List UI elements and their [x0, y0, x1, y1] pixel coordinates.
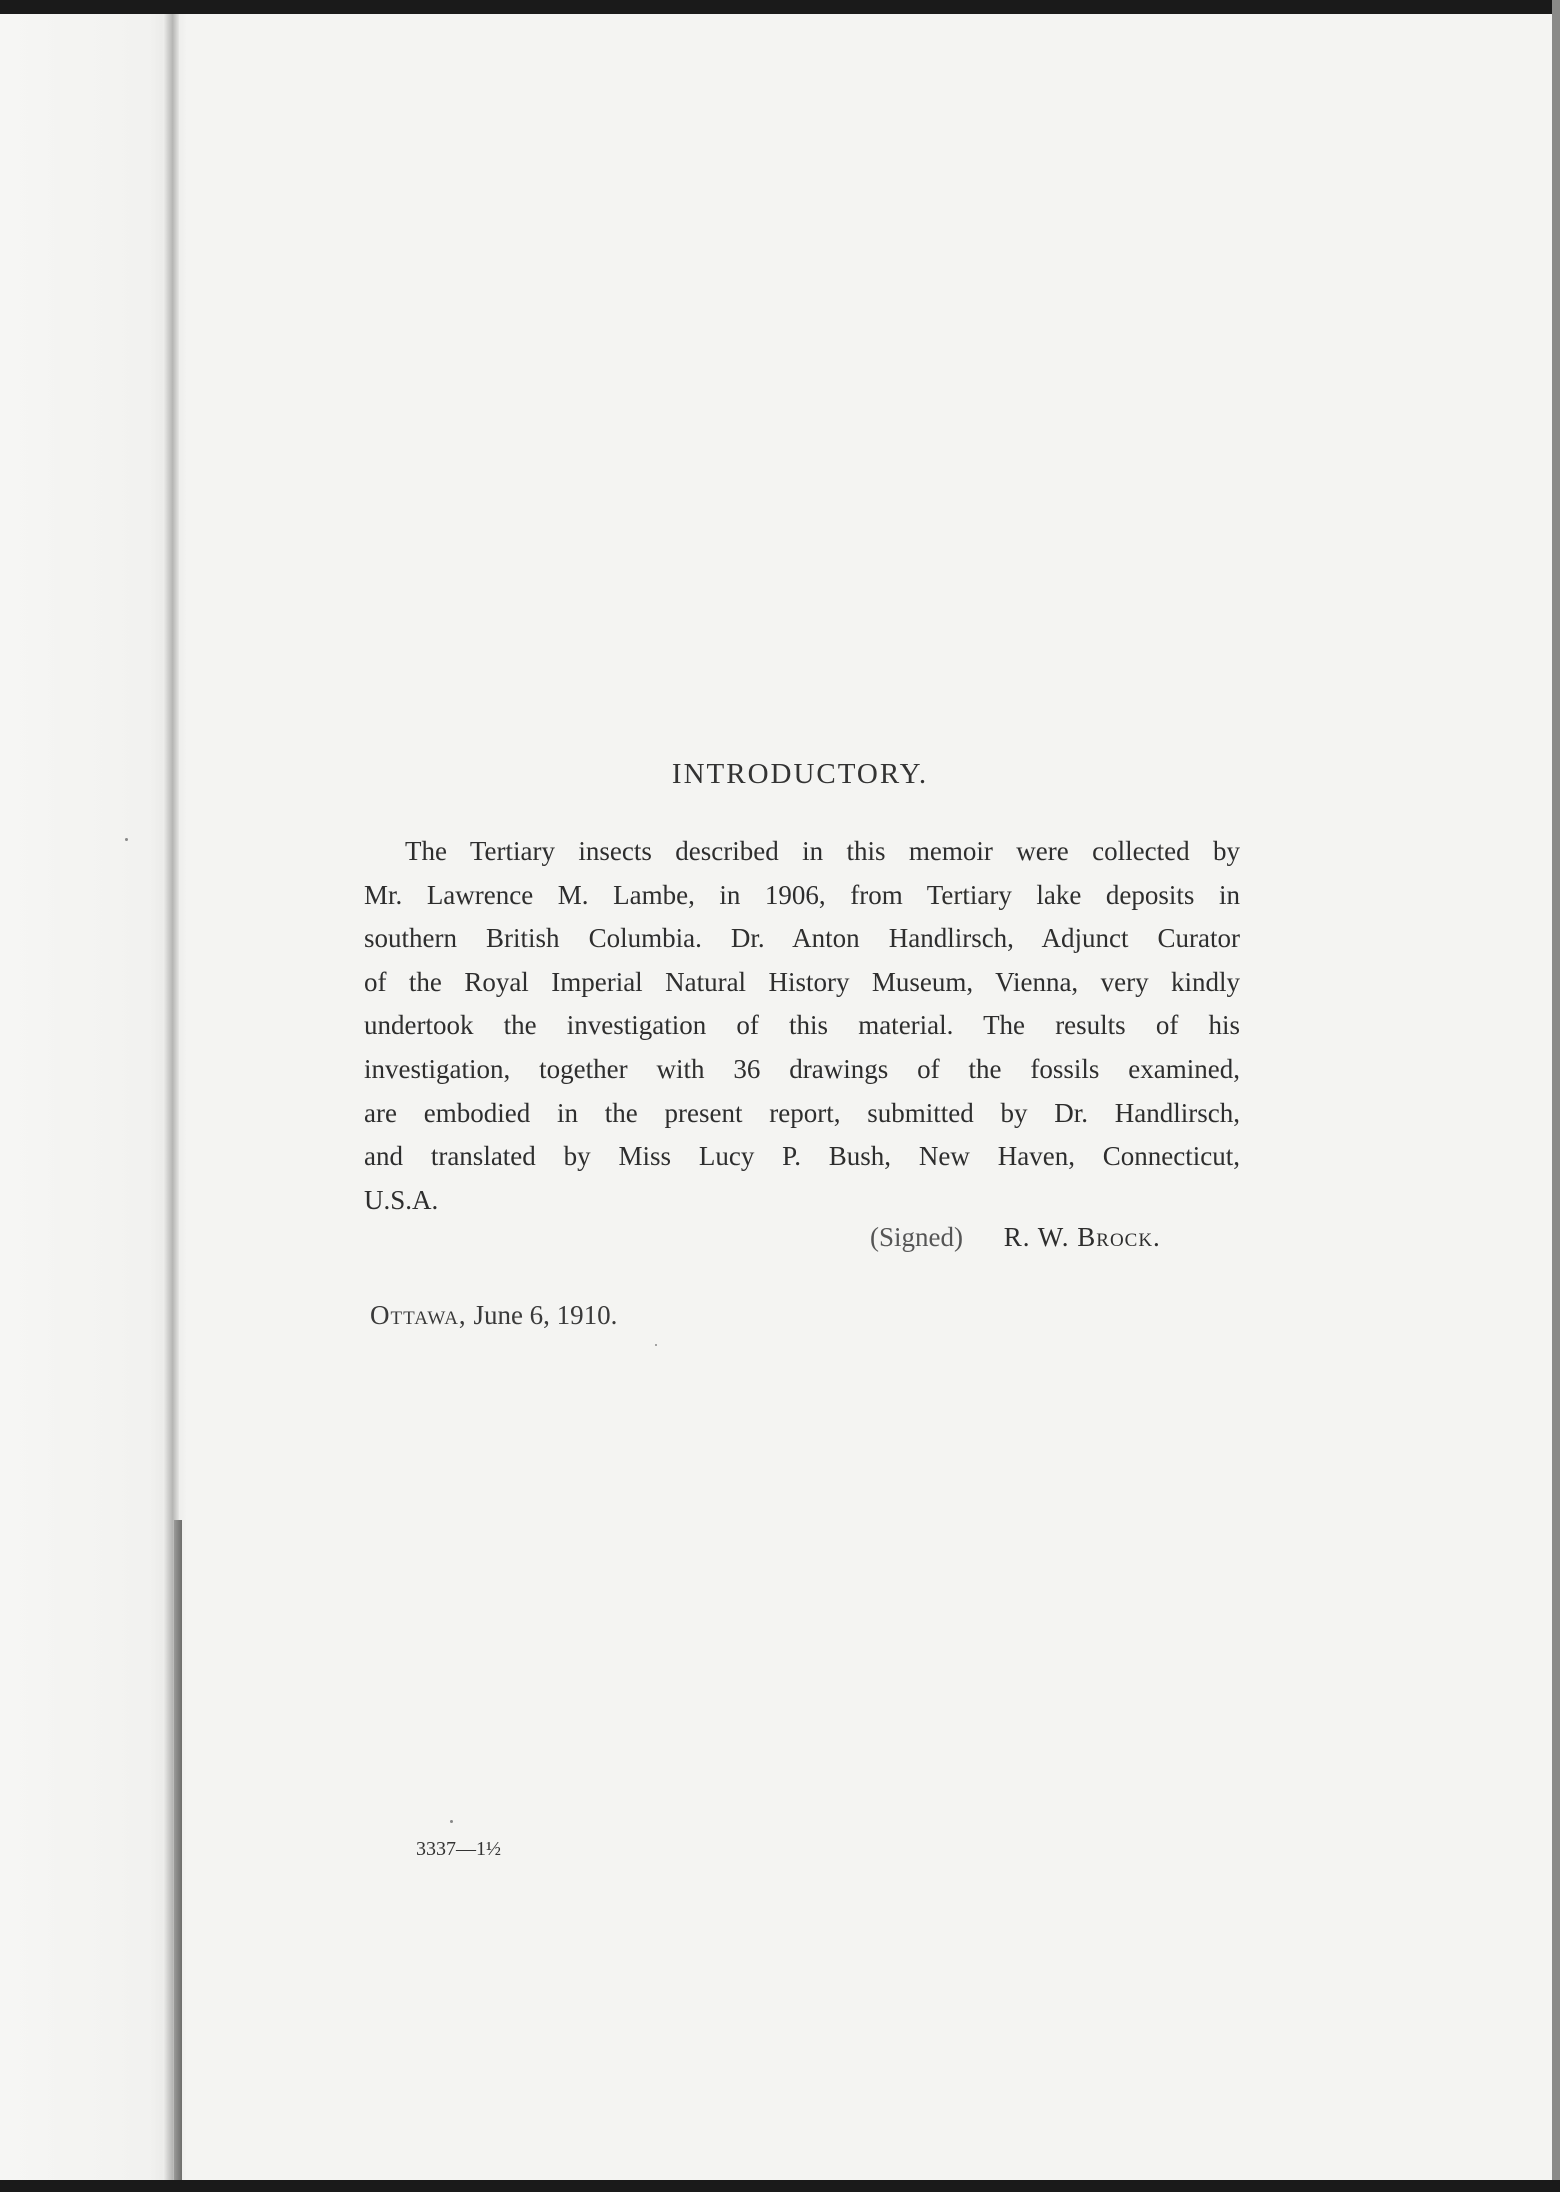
scan-speck [125, 838, 128, 841]
scan-speck [450, 1820, 453, 1823]
paragraph-line: U.S.A. [364, 1184, 439, 1215]
signatory-name: R. W. Brock. [1003, 1222, 1161, 1252]
paragraph-line: investigation, together with 36 drawings of the fossils examined, [364, 1053, 1240, 1084]
printer-signature-mark: 3337—1½ [416, 1838, 501, 1860]
paragraph-line: The Tertiary insects described in this memoir were collected by [405, 836, 1240, 866]
introductory-paragraph [364, 830, 1240, 1222]
dateline-date: June 6, 1910. [473, 1300, 618, 1330]
signature-label: (Signed) [870, 1222, 963, 1252]
dateline [370, 1300, 617, 1331]
signature-block [870, 1222, 1161, 1253]
paragraph-line: undertook the investigation of this material. The results of his [364, 1010, 1240, 1041]
paragraph-line: of the Royal Imperial Natural History Museum, Vienna, very kindly [364, 966, 1240, 997]
paragraph-line: Mr. Lawrence M. Lambe, in 1906, from Tertiary lake deposits in [364, 879, 1240, 910]
paragraph-line: are embodied in the present report, submitted by Dr. Handlirsch, [364, 1097, 1240, 1128]
scan-bottom-edge [0, 2180, 1560, 2192]
page-title: INTRODUCTORY. [671, 758, 929, 790]
paragraph-line: and translated by Miss Lucy P. Bush, New Haven, Connecticut, [364, 1141, 1240, 1172]
scan-speck [655, 1344, 657, 1346]
scan-top-edge [0, 0, 1560, 14]
page-gutter [0, 14, 186, 2180]
paragraph-line: southern British Columbia. Dr. Anton Handlirsch, Adjunct Curator [364, 923, 1240, 954]
book-spine-dark-band [174, 1520, 182, 2180]
dateline-place: Ottawa, [370, 1300, 467, 1330]
scan-right-edge [1552, 0, 1560, 2192]
